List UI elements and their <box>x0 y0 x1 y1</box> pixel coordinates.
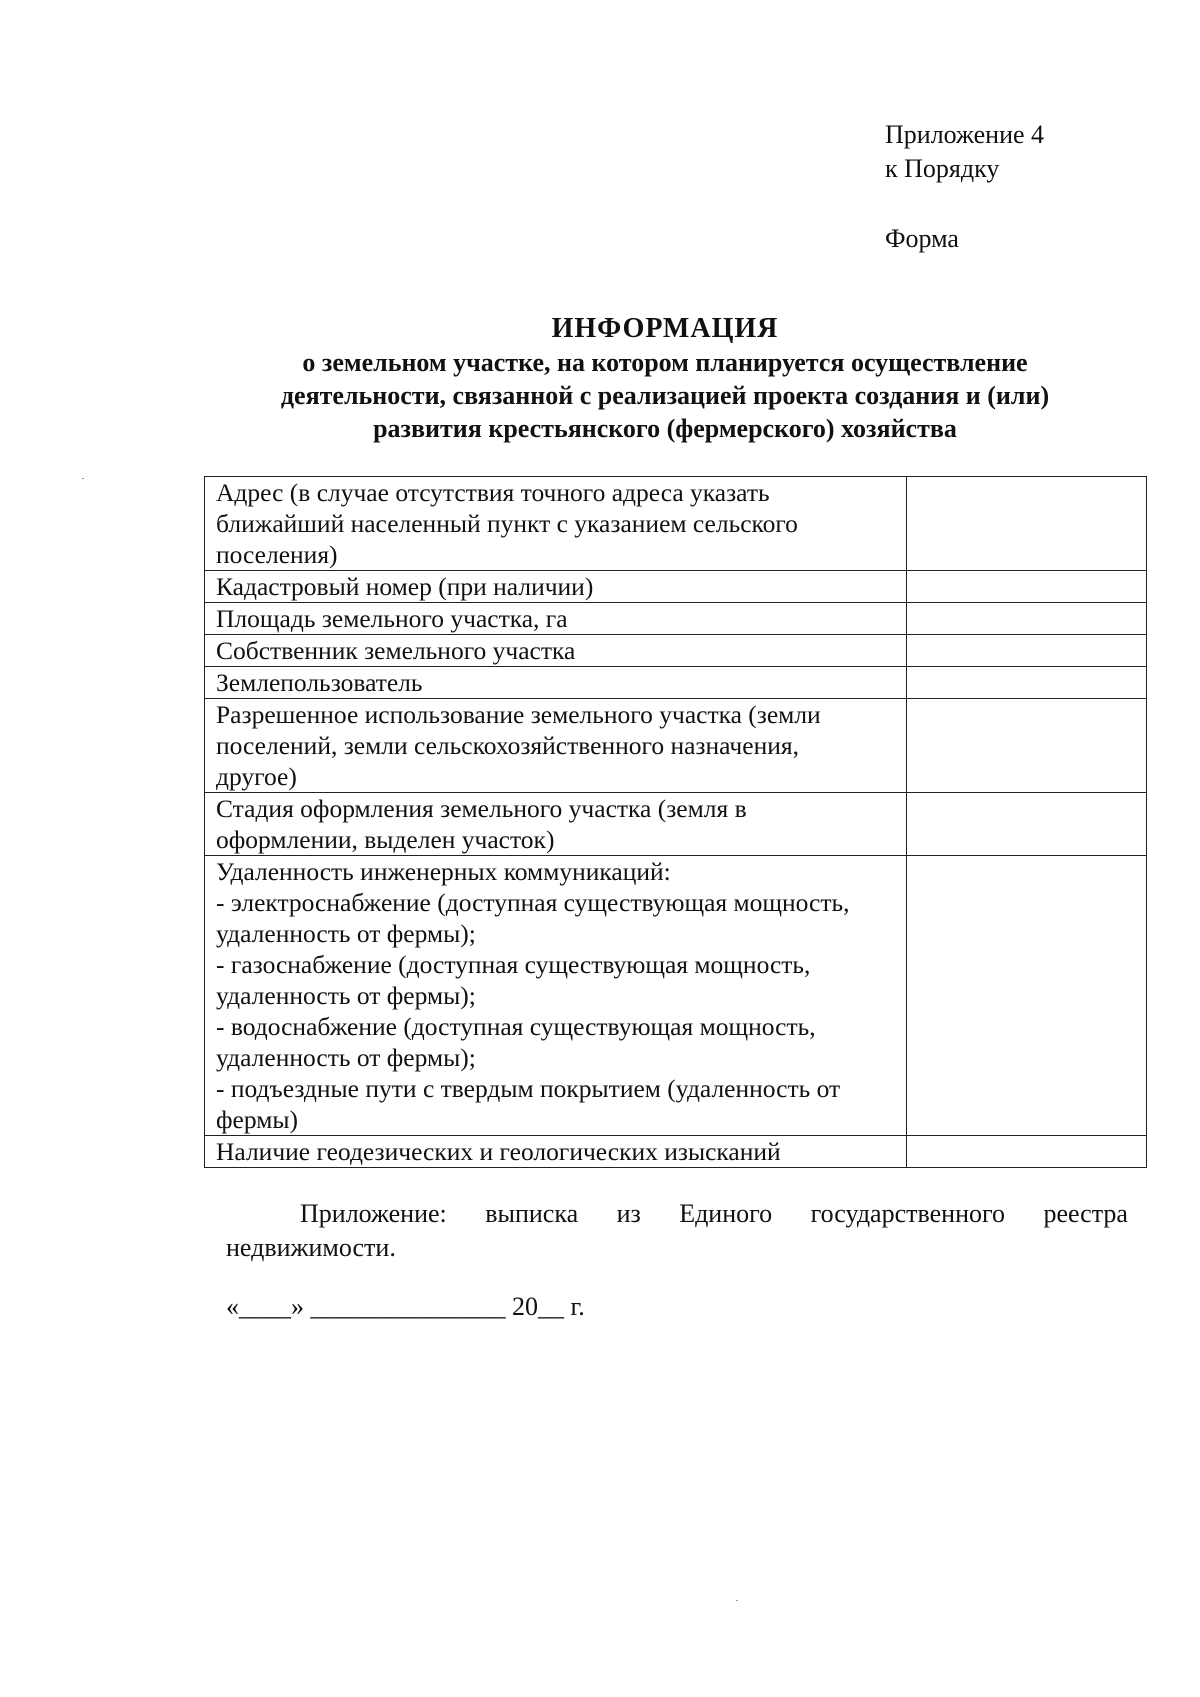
table-row <box>205 1136 1147 1168</box>
table-row <box>205 635 1147 667</box>
field-label-cell <box>205 856 907 1136</box>
field-label-cell <box>205 603 907 635</box>
field-label-line: поселения) <box>216 540 338 569</box>
field-label-line: Площадь земельного участка, га <box>216 604 568 633</box>
title-main: ИНФОРМАЦИЯ <box>551 313 779 344</box>
note-word: Единого <box>679 1199 773 1228</box>
attachment-note-line-1 <box>226 1197 1128 1231</box>
field-label-line: другое) <box>216 762 297 791</box>
note-word: Приложение: <box>300 1199 447 1228</box>
field-label-cell <box>205 571 907 603</box>
field-label-cell <box>205 635 907 667</box>
field-label-line: Кадастровый номер (при наличии) <box>216 572 594 601</box>
field-label-cell <box>205 477 907 571</box>
date-field[interactable]: «____» _______________ 20__ г. <box>226 1292 585 1321</box>
field-value-cell[interactable] <box>907 1136 1147 1168</box>
scan-speck <box>82 478 84 479</box>
field-label-line: удаленность от фермы); <box>216 919 476 948</box>
field-label-line: - электроснабжение (доступная существующая мощность, <box>216 888 850 917</box>
field-label-line: удаленность от фермы); <box>216 981 476 1010</box>
field-label-cell <box>205 699 907 793</box>
field-value-cell[interactable] <box>907 856 1147 1136</box>
field-value-cell[interactable] <box>907 477 1147 571</box>
attachment-note <box>226 1197 1128 1265</box>
table-row <box>205 793 1147 856</box>
field-label-line: - газоснабжение (доступная существующая мощность, <box>216 950 811 979</box>
field-label-cell <box>205 667 907 699</box>
attachment-note-line-2: недвижимости. <box>226 1233 396 1262</box>
note-word: реестра <box>1043 1199 1128 1228</box>
appendix-number: Приложение 4 <box>885 120 1045 149</box>
field-label-line: Собственник земельного участка <box>216 636 576 665</box>
note-word: государственного <box>810 1199 1005 1228</box>
field-label-line: ближайший населенный пункт с указанием сельского <box>216 509 798 538</box>
title-line-2: деятельности, связанной с реализацией проекта создания и (или) <box>280 381 1050 410</box>
form-label: Форма <box>885 224 959 253</box>
table-row <box>205 699 1147 793</box>
field-label-line: Наличие геодезических и геологических изысканий <box>216 1137 781 1166</box>
field-label-cell <box>205 1136 907 1168</box>
appendix-order: к Порядку <box>885 154 1000 183</box>
field-label-line: - подъездные пути с твердым покрытием (удаленность от <box>216 1074 841 1103</box>
land-plot-info-table <box>204 476 1147 1168</box>
title-line-1: о земельном участке, на котором планируется осуществление <box>302 348 1028 377</box>
note-word: выписка <box>485 1199 579 1228</box>
field-value-cell[interactable] <box>907 571 1147 603</box>
field-label-line: Удаленность инженерных коммуникаций: <box>216 857 671 886</box>
document-title <box>200 312 1130 445</box>
field-label-line: Стадия оформления земельного участка (земля в <box>216 794 747 823</box>
field-label-line: Адрес (в случае отсутствия точного адреса указать <box>216 478 770 507</box>
table-row <box>205 667 1147 699</box>
table-row <box>205 856 1147 1136</box>
field-value-cell[interactable] <box>907 635 1147 667</box>
field-label-line: фермы) <box>216 1105 298 1134</box>
field-label-line: Разрешенное использование земельного участка (земли <box>216 700 821 729</box>
scan-speck <box>736 1600 738 1601</box>
note-word: из <box>616 1199 641 1228</box>
table-row <box>205 603 1147 635</box>
table-row <box>205 571 1147 603</box>
field-label-line: удаленность от фермы); <box>216 1043 476 1072</box>
field-label-line: поселений, земли сельскохозяйственного назначения, <box>216 731 799 760</box>
field-value-cell[interactable] <box>907 603 1147 635</box>
field-label-cell <box>205 793 907 856</box>
field-value-cell[interactable] <box>907 793 1147 856</box>
appendix-reference <box>885 118 1044 186</box>
title-line-3: развития крестьянского (фермерского) хозяйства <box>373 414 957 443</box>
field-value-cell[interactable] <box>907 667 1147 699</box>
field-label-line: Землепользователь <box>216 668 423 697</box>
table-row <box>205 477 1147 571</box>
field-label-line: - водоснабжение (доступная существующая мощность, <box>216 1012 816 1041</box>
field-label-line: оформлении, выделен участок) <box>216 825 555 854</box>
field-value-cell[interactable] <box>907 699 1147 793</box>
